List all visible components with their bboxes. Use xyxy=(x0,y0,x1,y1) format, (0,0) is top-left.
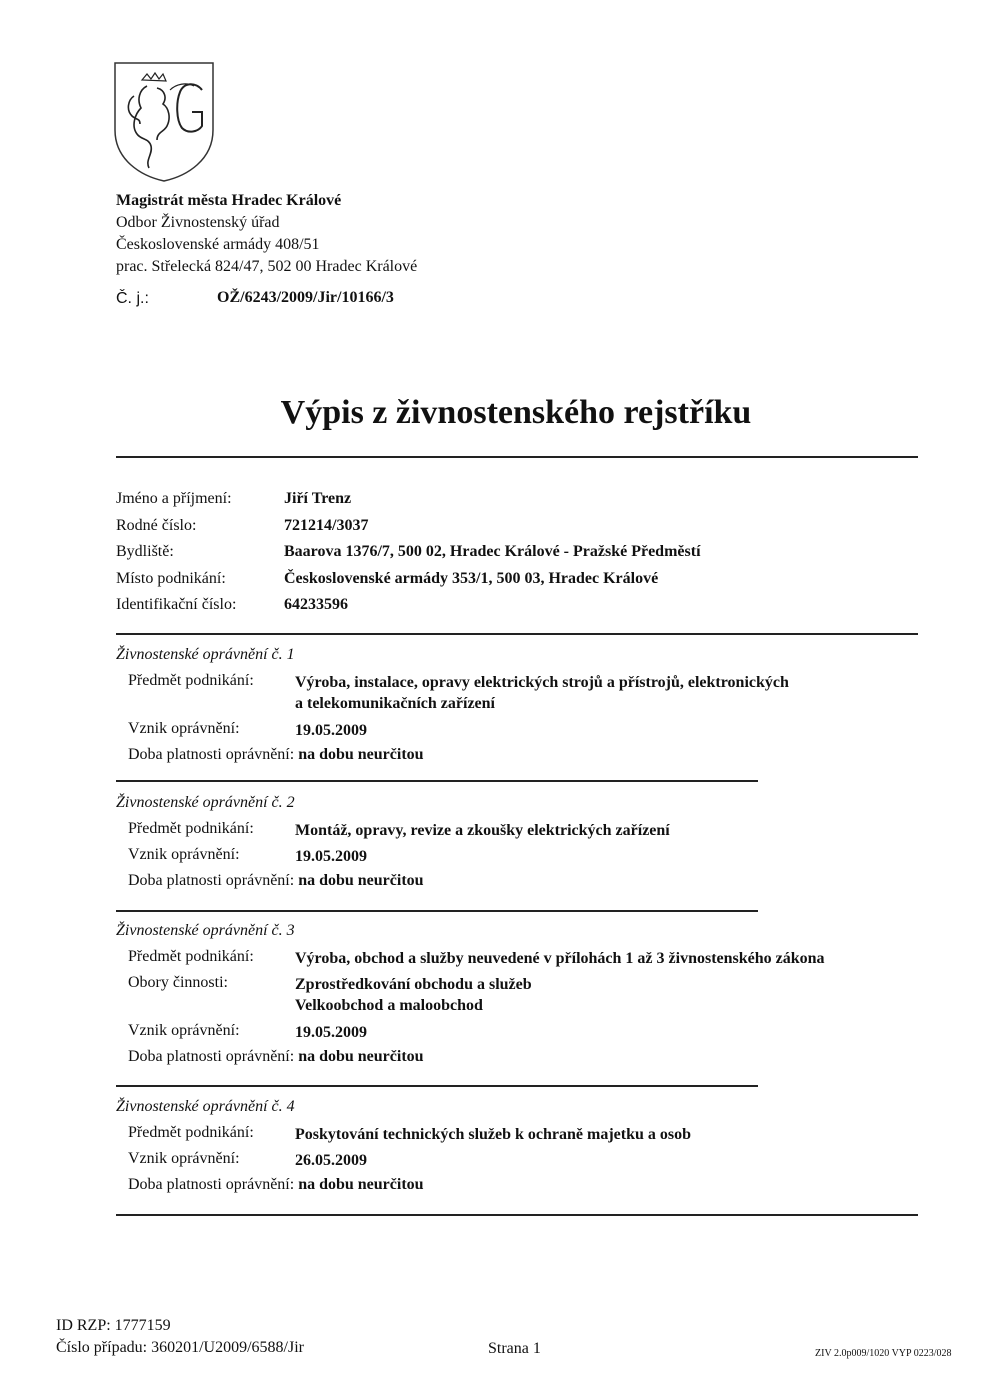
subject-row xyxy=(128,820,670,846)
subject-line: a telekomunikačních zařízení xyxy=(295,695,495,712)
field-label: Vznik oprávnění: xyxy=(128,1022,240,1039)
divider xyxy=(116,1085,758,1087)
license-1 xyxy=(128,672,789,772)
subject-row xyxy=(128,948,825,974)
field-label: Vznik oprávnění: xyxy=(128,846,240,863)
person-row-residence xyxy=(116,543,701,570)
field-value: na dobu neurčitou xyxy=(298,872,424,889)
field-value: 19.05.2009 xyxy=(295,1024,367,1041)
license-2-title: Živnostenské oprávnění č. 2 xyxy=(116,794,295,811)
subject-row xyxy=(128,1124,691,1150)
person-row-ico xyxy=(116,596,701,623)
field-label: Předmět podnikání: xyxy=(128,1124,254,1141)
field-label: Vznik oprávnění: xyxy=(128,720,240,737)
field-label: Doba platnosti oprávnění: xyxy=(128,872,295,889)
field-value: 64233596 xyxy=(284,596,348,613)
field-value: 721214/3037 xyxy=(284,516,369,534)
field-value: Jiří Trenz xyxy=(284,490,352,507)
field-label: Předmět podnikání: xyxy=(128,948,254,965)
field-label: Bydliště: xyxy=(116,543,174,560)
divider xyxy=(116,1214,918,1216)
field-label: Předmět podnikání: xyxy=(128,820,254,837)
field-value: Výroba, obchod a služby neuvedené v přílohách 1 až 3 živnostenského zákona xyxy=(295,950,825,967)
address-line-2: prac. Střelecká 824/47, 502 00 Hradec Králové xyxy=(116,258,418,275)
field-value: na dobu neurčitou xyxy=(298,746,424,763)
department: Odbor Živnostenský úřad xyxy=(116,214,280,231)
field-value xyxy=(295,974,532,1016)
field-label: Jméno a příjmení: xyxy=(116,490,232,507)
issuer-block xyxy=(116,190,417,278)
divider xyxy=(116,456,918,458)
field-value: Československé armády 353/1, 500 03, Hradec Králové xyxy=(284,569,659,587)
activity-field: Zprostředkování obchodu a služeb xyxy=(295,976,532,993)
person-row-business-place xyxy=(116,570,701,597)
license-1-title: Živnostenské oprávnění č. 1 xyxy=(116,646,295,663)
field-label: Identifikační číslo: xyxy=(116,596,237,613)
field-value: Montáž, opravy, revize a zkoušky elektrických zařízení xyxy=(295,822,670,839)
field-value: Baarova 1376/7, 500 02, Hradec Králové - Pražské Předměstí xyxy=(284,543,701,560)
field-value xyxy=(295,672,789,714)
license-4-title: Živnostenské oprávnění č. 4 xyxy=(116,1098,295,1115)
form-code: ZIV 2.0p009/1020 VYP 0223/028 xyxy=(815,1348,952,1359)
id-rzp: ID RZP: 1777159 xyxy=(56,1317,171,1334)
case-number: Číslo případu: 360201/U2009/6588/Jir xyxy=(56,1339,304,1356)
reference-number: OŽ/6243/2009/Jir/10166/3 xyxy=(217,289,394,306)
field-label: Doba platnosti oprávnění: xyxy=(128,746,295,763)
field-value: 26.05.2009 xyxy=(295,1152,367,1169)
field-value: Poskytování technických služeb k ochraně majetku a osob xyxy=(295,1126,692,1143)
field-value: na dobu neurčitou xyxy=(298,1048,424,1065)
field-value: na dobu neurčitou xyxy=(298,1176,424,1193)
origin-row xyxy=(128,1022,825,1048)
validity-row xyxy=(128,746,789,772)
address-line-1: Československé armády 408/51 xyxy=(116,236,320,253)
field-label: Obory činnosti: xyxy=(128,974,228,991)
field-label: Místo podnikání: xyxy=(116,569,226,587)
validity-row xyxy=(128,1048,825,1074)
field-label: Vznik oprávnění: xyxy=(128,1150,240,1167)
divider xyxy=(116,780,758,782)
page-number: Strana 1 xyxy=(488,1340,541,1357)
document-title: Výpis z živnostenského rejstříku xyxy=(280,394,752,431)
subject-row xyxy=(128,672,789,714)
reference-label: Č. j.: xyxy=(116,290,149,307)
field-label: Rodné číslo: xyxy=(116,516,197,534)
field-value: 19.05.2009 xyxy=(295,848,367,865)
field-label: Doba platnosti oprávnění: xyxy=(128,1048,295,1065)
subject-line: Výroba, instalace, opravy elektrických strojů a přístrojů, elektronických xyxy=(295,674,789,691)
field-value: 19.05.2009 xyxy=(295,722,367,739)
field-label: Doba platnosti oprávnění: xyxy=(128,1176,295,1193)
origin-row xyxy=(128,846,670,872)
license-4 xyxy=(128,1124,691,1202)
divider xyxy=(116,633,918,635)
org-name: Magistrát města Hradec Králové xyxy=(116,192,342,209)
person-row-name xyxy=(116,490,701,517)
validity-row xyxy=(128,872,670,898)
divider xyxy=(116,910,758,912)
activity-field: Velkoobchod a maloobchod xyxy=(295,997,483,1014)
license-3-title: Živnostenské oprávnění č. 3 xyxy=(116,922,295,939)
fields-row xyxy=(128,974,825,1016)
license-2 xyxy=(128,820,670,898)
person-row-birth-number xyxy=(116,517,701,544)
license-3 xyxy=(128,948,825,1074)
validity-row xyxy=(128,1176,691,1202)
field-label: Předmět podnikání: xyxy=(128,672,254,689)
origin-row xyxy=(128,720,789,746)
person-details xyxy=(116,490,701,623)
hradec-kralove-coat-of-arms-icon xyxy=(112,60,216,184)
origin-row xyxy=(128,1150,691,1176)
